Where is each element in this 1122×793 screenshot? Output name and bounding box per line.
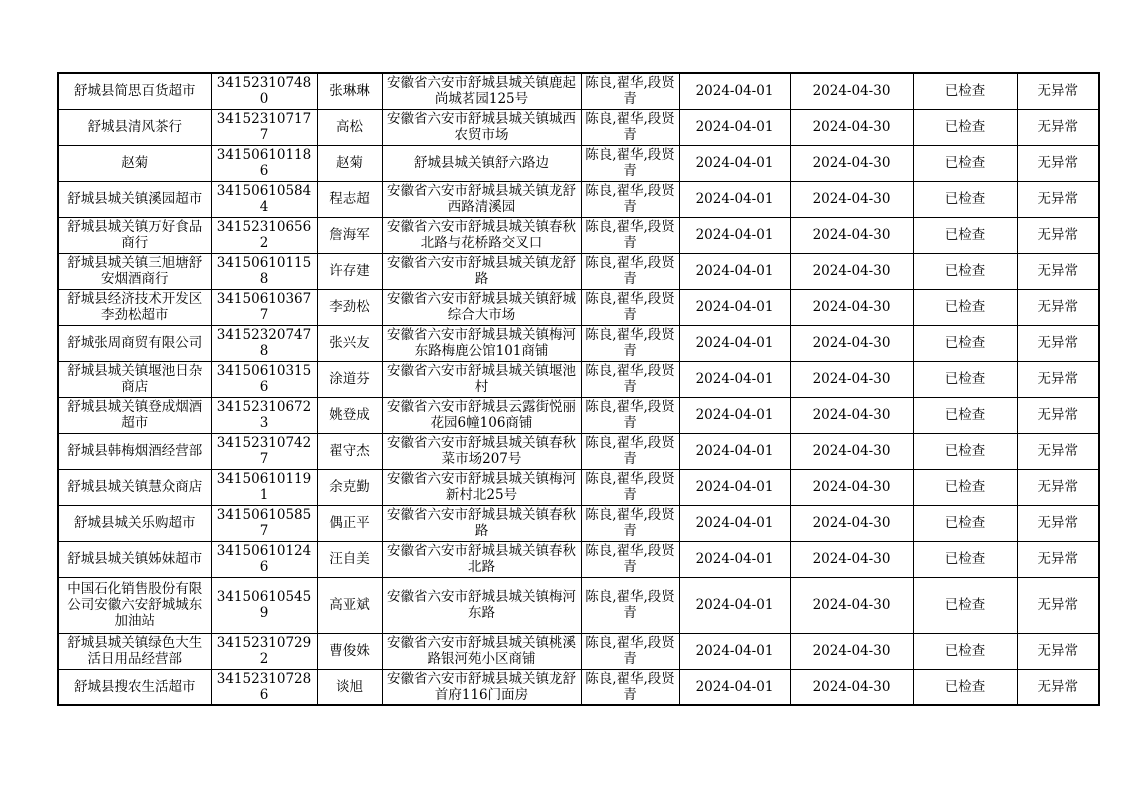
start-date-cell: 2024-04-01 (679, 181, 790, 217)
end-date-cell: 2024-04-30 (790, 397, 913, 433)
owner-name-cell: 翟守杰 (317, 433, 382, 469)
license-number-cell: 341506101246 (211, 541, 317, 577)
check-result-cell: 无异常 (1017, 633, 1099, 669)
table-row (58, 361, 1099, 397)
check-result-cell: 无异常 (1017, 505, 1099, 541)
table-row (58, 181, 1099, 217)
start-date-cell: 2024-04-01 (679, 145, 790, 181)
table-row (58, 289, 1099, 325)
table-row (58, 217, 1099, 253)
address-cell: 安徽省六安市舒城县城关镇龙舒西路清溪园 (382, 181, 581, 217)
owner-name-cell: 程志超 (317, 181, 382, 217)
shop-name-cell: 舒城县清风茶行 (58, 109, 211, 145)
shop-name-cell: 中国石化销售股份有限公司安徽六安舒城城东加油站 (58, 577, 211, 633)
check-status-cell: 已检查 (913, 73, 1017, 109)
check-status-cell: 已检查 (913, 217, 1017, 253)
end-date-cell: 2024-04-30 (790, 73, 913, 109)
end-date-cell: 2024-04-30 (790, 325, 913, 361)
table-row (58, 325, 1099, 361)
owner-name-cell: 谈旭 (317, 669, 382, 705)
start-date-cell: 2024-04-01 (679, 669, 790, 705)
license-number-cell: 341523107427 (211, 433, 317, 469)
check-result-cell: 无异常 (1017, 145, 1099, 181)
start-date-cell: 2024-04-01 (679, 361, 790, 397)
table-row (58, 145, 1099, 181)
inspectors-cell: 陈良,翟华,段贤青 (581, 361, 679, 397)
address-cell: 舒城县城关镇舒六路边 (382, 145, 581, 181)
owner-name-cell: 曹俊姝 (317, 633, 382, 669)
end-date-cell: 2024-04-30 (790, 469, 913, 505)
check-status-cell: 已检查 (913, 289, 1017, 325)
start-date-cell: 2024-04-01 (679, 577, 790, 633)
owner-name-cell: 赵菊 (317, 145, 382, 181)
end-date-cell: 2024-04-30 (790, 669, 913, 705)
address-cell: 安徽省六安市舒城县城关镇春秋菜市场207号 (382, 433, 581, 469)
table-row (58, 73, 1099, 109)
shop-name-cell: 舒城县经济技术开发区李劲松超市 (58, 289, 211, 325)
end-date-cell: 2024-04-30 (790, 577, 913, 633)
check-status-cell: 已检查 (913, 633, 1017, 669)
license-number-cell: 341523207478 (211, 325, 317, 361)
start-date-cell: 2024-04-01 (679, 469, 790, 505)
inspectors-cell: 陈良,翟华,段贤青 (581, 325, 679, 361)
inspectors-cell: 陈良,翟华,段贤青 (581, 469, 679, 505)
check-result-cell: 无异常 (1017, 541, 1099, 577)
owner-name-cell: 张兴友 (317, 325, 382, 361)
check-result-cell: 无异常 (1017, 577, 1099, 633)
inspectors-cell: 陈良,翟华,段贤青 (581, 433, 679, 469)
license-number-cell: 341523107292 (211, 633, 317, 669)
check-result-cell: 无异常 (1017, 397, 1099, 433)
shop-name-cell: 舒城县简思百货超市 (58, 73, 211, 109)
owner-name-cell: 涂道芬 (317, 361, 382, 397)
end-date-cell: 2024-04-30 (790, 217, 913, 253)
address-cell: 安徽省六安市舒城县城关镇春秋路 (382, 505, 581, 541)
end-date-cell: 2024-04-30 (790, 433, 913, 469)
inspectors-cell: 陈良,翟华,段贤青 (581, 181, 679, 217)
check-status-cell: 已检查 (913, 397, 1017, 433)
address-cell: 安徽省六安市舒城县城关镇鹿起尚城茗园125号 (382, 73, 581, 109)
check-status-cell: 已检查 (913, 541, 1017, 577)
start-date-cell: 2024-04-01 (679, 633, 790, 669)
shop-name-cell: 舒城县韩梅烟酒经营部 (58, 433, 211, 469)
address-cell: 安徽省六安市舒城县城关镇梅河东路 (382, 577, 581, 633)
end-date-cell: 2024-04-30 (790, 181, 913, 217)
table-row (58, 505, 1099, 541)
inspectors-cell: 陈良,翟华,段贤青 (581, 145, 679, 181)
check-result-cell: 无异常 (1017, 217, 1099, 253)
check-result-cell: 无异常 (1017, 669, 1099, 705)
license-number-cell: 341506105857 (211, 505, 317, 541)
inspection-table (57, 72, 1100, 706)
start-date-cell: 2024-04-01 (679, 433, 790, 469)
shop-name-cell: 赵菊 (58, 145, 211, 181)
start-date-cell: 2024-04-01 (679, 217, 790, 253)
check-result-cell: 无异常 (1017, 361, 1099, 397)
address-cell: 安徽省六安市舒城县城关镇城西农贸市场 (382, 109, 581, 145)
table-row (58, 633, 1099, 669)
license-number-cell: 341506105459 (211, 577, 317, 633)
shop-name-cell: 舒城县城关乐购超市 (58, 505, 211, 541)
inspectors-cell: 陈良,翟华,段贤青 (581, 669, 679, 705)
start-date-cell: 2024-04-01 (679, 505, 790, 541)
shop-name-cell: 舒城县城关镇溪园超市 (58, 181, 211, 217)
check-status-cell: 已检查 (913, 361, 1017, 397)
shop-name-cell: 舒城县城关镇慧众商店 (58, 469, 211, 505)
license-number-cell: 341506101191 (211, 469, 317, 505)
license-number-cell: 341523107177 (211, 109, 317, 145)
address-cell: 安徽省六安市舒城县城关镇梅河新村北25号 (382, 469, 581, 505)
inspectors-cell: 陈良,翟华,段贤青 (581, 505, 679, 541)
start-date-cell: 2024-04-01 (679, 325, 790, 361)
inspectors-cell: 陈良,翟华,段贤青 (581, 73, 679, 109)
table-row (58, 253, 1099, 289)
shop-name-cell: 舒城张周商贸有限公司 (58, 325, 211, 361)
address-cell: 安徽省六安市舒城县云露街悦丽花园6幢106商铺 (382, 397, 581, 433)
end-date-cell: 2024-04-30 (790, 505, 913, 541)
start-date-cell: 2024-04-01 (679, 289, 790, 325)
check-status-cell: 已检查 (913, 469, 1017, 505)
owner-name-cell: 高松 (317, 109, 382, 145)
end-date-cell: 2024-04-30 (790, 541, 913, 577)
shop-name-cell: 舒城县搜农生活超市 (58, 669, 211, 705)
table-row (58, 469, 1099, 505)
shop-name-cell: 舒城县城关镇万好食品商行 (58, 217, 211, 253)
start-date-cell: 2024-04-01 (679, 109, 790, 145)
check-result-cell: 无异常 (1017, 253, 1099, 289)
owner-name-cell: 张琳琳 (317, 73, 382, 109)
end-date-cell: 2024-04-30 (790, 633, 913, 669)
owner-name-cell: 许存建 (317, 253, 382, 289)
check-result-cell: 无异常 (1017, 469, 1099, 505)
license-number-cell: 341523107480 (211, 73, 317, 109)
end-date-cell: 2024-04-30 (790, 253, 913, 289)
address-cell: 安徽省六安市舒城县城关镇舒城综合大市场 (382, 289, 581, 325)
license-number-cell: 341523107286 (211, 669, 317, 705)
table-row (58, 541, 1099, 577)
check-status-cell: 已检查 (913, 253, 1017, 289)
start-date-cell: 2024-04-01 (679, 397, 790, 433)
check-status-cell: 已检查 (913, 433, 1017, 469)
check-status-cell: 已检查 (913, 325, 1017, 361)
check-result-cell: 无异常 (1017, 109, 1099, 145)
owner-name-cell: 李劲松 (317, 289, 382, 325)
license-number-cell: 341506101158 (211, 253, 317, 289)
check-status-cell: 已检查 (913, 181, 1017, 217)
check-result-cell: 无异常 (1017, 325, 1099, 361)
owner-name-cell: 詹海军 (317, 217, 382, 253)
address-cell: 安徽省六安市舒城县城关镇堰池村 (382, 361, 581, 397)
address-cell: 安徽省六安市舒城县城关镇桃溪路银河苑小区商铺 (382, 633, 581, 669)
check-result-cell: 无异常 (1017, 433, 1099, 469)
owner-name-cell: 汪自美 (317, 541, 382, 577)
license-number-cell: 341523106723 (211, 397, 317, 433)
table-row (58, 433, 1099, 469)
table-body (58, 73, 1099, 705)
check-status-cell: 已检查 (913, 145, 1017, 181)
shop-name-cell: 舒城县城关镇登成烟酒超市 (58, 397, 211, 433)
inspectors-cell: 陈良,翟华,段贤青 (581, 289, 679, 325)
owner-name-cell: 高亚斌 (317, 577, 382, 633)
owner-name-cell: 余克勤 (317, 469, 382, 505)
table-row (58, 397, 1099, 433)
end-date-cell: 2024-04-30 (790, 145, 913, 181)
license-number-cell: 341506103156 (211, 361, 317, 397)
owner-name-cell: 偶正平 (317, 505, 382, 541)
check-status-cell: 已检查 (913, 505, 1017, 541)
check-status-cell: 已检查 (913, 669, 1017, 705)
address-cell: 安徽省六安市舒城县城关镇龙舒首府116门面房 (382, 669, 581, 705)
table-row (58, 109, 1099, 145)
check-result-cell: 无异常 (1017, 289, 1099, 325)
inspectors-cell: 陈良,翟华,段贤青 (581, 109, 679, 145)
address-cell: 安徽省六安市舒城县城关镇龙舒路 (382, 253, 581, 289)
license-number-cell: 341523106562 (211, 217, 317, 253)
address-cell: 安徽省六安市舒城县城关镇春秋北路 (382, 541, 581, 577)
start-date-cell: 2024-04-01 (679, 253, 790, 289)
inspectors-cell: 陈良,翟华,段贤青 (581, 217, 679, 253)
inspectors-cell: 陈良,翟华,段贤青 (581, 577, 679, 633)
owner-name-cell: 姚登成 (317, 397, 382, 433)
shop-name-cell: 舒城县城关镇绿色大生活日用品经营部 (58, 633, 211, 669)
license-number-cell: 341506105844 (211, 181, 317, 217)
table-row (58, 577, 1099, 633)
end-date-cell: 2024-04-30 (790, 109, 913, 145)
check-result-cell: 无异常 (1017, 73, 1099, 109)
inspectors-cell: 陈良,翟华,段贤青 (581, 397, 679, 433)
end-date-cell: 2024-04-30 (790, 361, 913, 397)
license-number-cell: 341506101186 (211, 145, 317, 181)
start-date-cell: 2024-04-01 (679, 73, 790, 109)
inspectors-cell: 陈良,翟华,段贤青 (581, 541, 679, 577)
check-result-cell: 无异常 (1017, 181, 1099, 217)
check-status-cell: 已检查 (913, 577, 1017, 633)
check-status-cell: 已检查 (913, 109, 1017, 145)
shop-name-cell: 舒城县城关镇三旭塘舒安烟酒商行 (58, 253, 211, 289)
start-date-cell: 2024-04-01 (679, 541, 790, 577)
shop-name-cell: 舒城县城关镇姊妹超市 (58, 541, 211, 577)
shop-name-cell: 舒城县城关镇堰池日杂商店 (58, 361, 211, 397)
address-cell: 安徽省六安市舒城县城关镇春秋北路与花桥路交叉口 (382, 217, 581, 253)
inspectors-cell: 陈良,翟华,段贤青 (581, 253, 679, 289)
license-number-cell: 341506103677 (211, 289, 317, 325)
inspectors-cell: 陈良,翟华,段贤青 (581, 633, 679, 669)
table-row (58, 669, 1099, 705)
end-date-cell: 2024-04-30 (790, 289, 913, 325)
address-cell: 安徽省六安市舒城县城关镇梅河东路梅鹿公馆101商铺 (382, 325, 581, 361)
